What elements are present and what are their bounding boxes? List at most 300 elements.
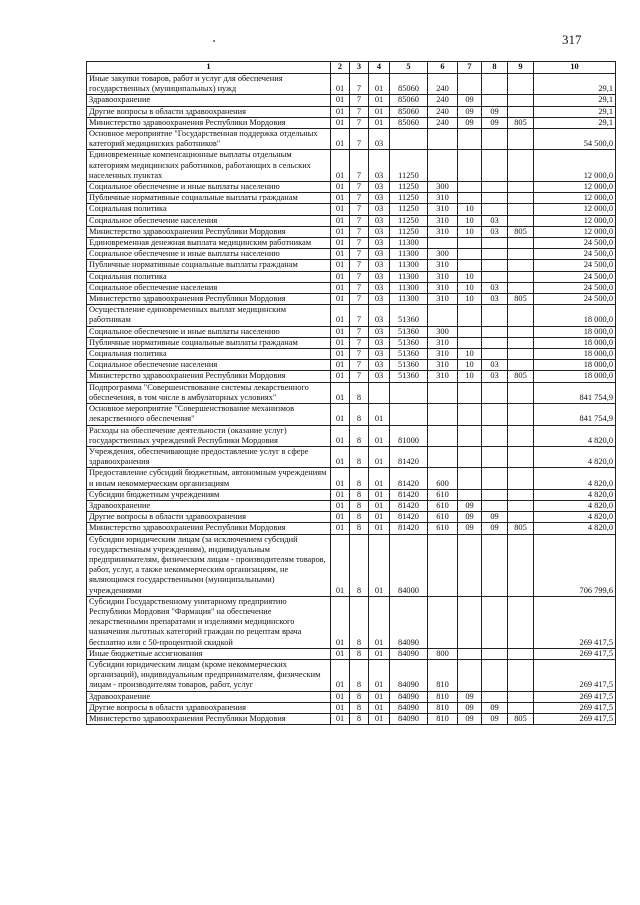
row-name: Субсидии Государственному унитарному предприятию Республики Мордовия "Фармация" на обеспечение лекарственными препаратами и изделиями медицинского назначения льготных категорий граждан по рецептам врача бесплатно или с 50-процентной скидкой xyxy=(87,596,331,648)
code-cell: 7 xyxy=(350,249,369,260)
code-cell xyxy=(428,534,458,596)
code-cell xyxy=(482,204,508,215)
table-row xyxy=(87,129,616,150)
code-cell: 03 xyxy=(482,371,508,382)
table-row xyxy=(87,713,616,724)
row-name: Учреждения, обеспечивающие предоставление услуг в сфере здравоохранения xyxy=(87,446,331,467)
row-name: Единовременная денежная выплата медицинским работникам xyxy=(87,238,331,249)
table-row xyxy=(87,74,616,95)
code-cell: 01 xyxy=(331,74,350,95)
row-name: Осуществление единовременных выплат медицинским работникам xyxy=(87,305,331,326)
code-cell xyxy=(508,349,534,360)
code-cell xyxy=(458,337,482,348)
code-cell xyxy=(482,150,508,182)
code-cell: 11250 xyxy=(390,182,428,193)
code-cell: 10 xyxy=(458,226,482,237)
code-cell: 09 xyxy=(482,702,508,713)
code-cell xyxy=(482,193,508,204)
code-cell: 10 xyxy=(458,294,482,305)
code-cell: 10 xyxy=(458,204,482,215)
code-cell: 610 xyxy=(428,523,458,534)
table-row xyxy=(87,117,616,128)
row-name: Социальная политика xyxy=(87,271,331,282)
code-cell: 800 xyxy=(428,648,458,659)
table-row xyxy=(87,260,616,271)
code-cell: 8 xyxy=(350,534,369,596)
code-cell xyxy=(482,500,508,511)
code-cell: 610 xyxy=(428,512,458,523)
code-cell: 240 xyxy=(428,74,458,95)
code-cell xyxy=(482,468,508,489)
code-cell xyxy=(428,129,458,150)
code-cell: 09 xyxy=(482,512,508,523)
row-name: Субсидии бюджетным учреждениям xyxy=(87,489,331,500)
code-cell: 7 xyxy=(350,226,369,237)
table-row xyxy=(87,326,616,337)
code-cell: 03 xyxy=(369,271,390,282)
code-cell: 01 xyxy=(369,95,390,106)
code-cell xyxy=(508,468,534,489)
code-cell xyxy=(458,182,482,193)
table-row xyxy=(87,305,616,326)
code-cell: 01 xyxy=(369,117,390,128)
header-cell: 4 xyxy=(369,62,390,74)
code-cell: 03 xyxy=(369,371,390,382)
code-cell xyxy=(508,193,534,204)
code-cell: 03 xyxy=(369,260,390,271)
row-name: Социальное обеспечение и иные выплаты населению xyxy=(87,182,331,193)
code-cell xyxy=(508,95,534,106)
code-cell: 7 xyxy=(350,238,369,249)
code-cell xyxy=(508,260,534,271)
code-cell: 805 xyxy=(508,523,534,534)
code-cell: 8 xyxy=(350,596,369,648)
code-cell: 03 xyxy=(369,150,390,182)
code-cell: 01 xyxy=(331,691,350,702)
code-cell xyxy=(508,337,534,348)
code-cell: 11300 xyxy=(390,260,428,271)
row-name: Субсидии юридическим лицам (кроме некоммерческих организаций), индивидуальным предпринимателям, физическим лицам - производителям товаров, работ, услуг xyxy=(87,659,331,691)
table-row xyxy=(87,215,616,226)
table-row xyxy=(87,648,616,659)
code-cell xyxy=(482,659,508,691)
code-cell: 09 xyxy=(458,512,482,523)
code-cell xyxy=(458,193,482,204)
table-row xyxy=(87,659,616,691)
code-cell xyxy=(508,215,534,226)
code-cell xyxy=(428,404,458,425)
table-row xyxy=(87,282,616,293)
code-cell xyxy=(482,648,508,659)
code-cell: 01 xyxy=(331,648,350,659)
code-cell: 10 xyxy=(458,371,482,382)
code-cell: 300 xyxy=(428,326,458,337)
code-cell: 09 xyxy=(458,117,482,128)
amount-cell: 4 820,0 xyxy=(534,489,616,500)
code-cell xyxy=(508,659,534,691)
code-cell: 7 xyxy=(350,182,369,193)
code-cell: 85060 xyxy=(390,74,428,95)
amount-cell: 24 500,0 xyxy=(534,294,616,305)
code-cell: 03 xyxy=(482,215,508,226)
code-cell: 8 xyxy=(350,702,369,713)
row-name: Здравоохранение xyxy=(87,95,331,106)
amount-cell: 4 820,0 xyxy=(534,523,616,534)
table-row xyxy=(87,691,616,702)
code-cell: 81420 xyxy=(390,500,428,511)
code-cell: 805 xyxy=(508,294,534,305)
code-cell xyxy=(508,596,534,648)
code-cell xyxy=(508,305,534,326)
code-cell: 7 xyxy=(350,271,369,282)
code-cell: 51360 xyxy=(390,371,428,382)
amount-cell: 4 820,0 xyxy=(534,446,616,467)
code-cell: 8 xyxy=(350,659,369,691)
code-cell: 01 xyxy=(331,534,350,596)
code-cell: 03 xyxy=(369,204,390,215)
row-name: Министерство здравоохранения Республики Мордовия xyxy=(87,523,331,534)
code-cell xyxy=(458,249,482,260)
code-cell xyxy=(458,326,482,337)
amount-cell: 269 417,5 xyxy=(534,596,616,648)
row-name: Социальное обеспечение населения xyxy=(87,215,331,226)
code-cell: 240 xyxy=(428,95,458,106)
row-name: Подпрограмма "Совершенствование системы лекарственного обеспечения, в том числе в амбулаторных условиях" xyxy=(87,382,331,403)
code-cell xyxy=(482,404,508,425)
code-cell: 11300 xyxy=(390,282,428,293)
code-cell xyxy=(458,150,482,182)
amount-cell: 12 000,0 xyxy=(534,150,616,182)
row-name: Социальное обеспечение и иные выплаты населению xyxy=(87,326,331,337)
code-cell: 240 xyxy=(428,106,458,117)
code-cell: 11300 xyxy=(390,249,428,260)
code-cell xyxy=(508,106,534,117)
code-cell xyxy=(508,238,534,249)
code-cell: 7 xyxy=(350,74,369,95)
code-cell: 01 xyxy=(331,702,350,713)
code-cell: 610 xyxy=(428,489,458,500)
code-cell xyxy=(482,596,508,648)
code-cell: 8 xyxy=(350,691,369,702)
amount-cell: 4 820,0 xyxy=(534,512,616,523)
table-row xyxy=(87,360,616,371)
table-row xyxy=(87,349,616,360)
table-row xyxy=(87,523,616,534)
code-cell: 81420 xyxy=(390,446,428,467)
table-row xyxy=(87,271,616,282)
code-cell: 03 xyxy=(369,326,390,337)
code-cell: 01 xyxy=(331,425,350,446)
code-cell xyxy=(482,249,508,260)
code-cell xyxy=(369,382,390,403)
table-row xyxy=(87,512,616,523)
code-cell: 01 xyxy=(331,106,350,117)
code-cell xyxy=(482,534,508,596)
amount-cell: 841 754,9 xyxy=(534,404,616,425)
code-cell: 7 xyxy=(350,326,369,337)
code-cell xyxy=(482,326,508,337)
code-cell: 310 xyxy=(428,260,458,271)
code-cell: 7 xyxy=(350,260,369,271)
header-cell: 7 xyxy=(458,62,482,74)
code-cell: 310 xyxy=(428,226,458,237)
amount-cell: 706 799,6 xyxy=(534,534,616,596)
code-cell: 7 xyxy=(350,150,369,182)
code-cell: 310 xyxy=(428,282,458,293)
code-cell: 01 xyxy=(331,404,350,425)
code-cell xyxy=(482,95,508,106)
table-row xyxy=(87,226,616,237)
code-cell xyxy=(508,74,534,95)
row-name: Министерство здравоохранения Республики Мордовия xyxy=(87,294,331,305)
code-cell: 09 xyxy=(458,523,482,534)
code-cell xyxy=(508,382,534,403)
code-cell: 600 xyxy=(428,468,458,489)
header-cell: 10 xyxy=(534,62,616,74)
table-row xyxy=(87,596,616,648)
code-cell: 805 xyxy=(508,117,534,128)
code-cell: 10 xyxy=(458,360,482,371)
code-cell: 81420 xyxy=(390,468,428,489)
code-cell: 810 xyxy=(428,659,458,691)
code-cell: 84090 xyxy=(390,596,428,648)
code-cell xyxy=(508,404,534,425)
amount-cell: 24 500,0 xyxy=(534,238,616,249)
code-cell: 81420 xyxy=(390,489,428,500)
code-cell: 01 xyxy=(331,326,350,337)
code-cell xyxy=(508,691,534,702)
code-cell xyxy=(508,360,534,371)
code-cell: 805 xyxy=(508,713,534,724)
code-cell xyxy=(428,596,458,648)
table-row xyxy=(87,425,616,446)
row-name: Министерство здравоохранения Республики Мордовия xyxy=(87,713,331,724)
code-cell xyxy=(508,446,534,467)
code-cell: 81420 xyxy=(390,523,428,534)
table-row xyxy=(87,702,616,713)
table-row xyxy=(87,382,616,403)
code-cell: 11250 xyxy=(390,193,428,204)
code-cell xyxy=(428,238,458,249)
code-cell xyxy=(508,512,534,523)
amount-cell: 12 000,0 xyxy=(534,226,616,237)
table-row xyxy=(87,489,616,500)
code-cell: 7 xyxy=(350,117,369,128)
code-cell: 11300 xyxy=(390,294,428,305)
amount-cell: 269 417,5 xyxy=(534,659,616,691)
code-cell: 51360 xyxy=(390,337,428,348)
code-cell: 10 xyxy=(458,215,482,226)
amount-cell: 29,1 xyxy=(534,106,616,117)
code-cell: 03 xyxy=(369,294,390,305)
code-cell: 01 xyxy=(331,204,350,215)
row-name: Иные бюджетные ассигнования xyxy=(87,648,331,659)
code-cell: 01 xyxy=(369,74,390,95)
code-cell: 09 xyxy=(482,523,508,534)
header-cell: 1 xyxy=(87,62,331,74)
code-cell: 01 xyxy=(369,534,390,596)
code-cell xyxy=(482,129,508,150)
code-cell: 310 xyxy=(428,337,458,348)
code-cell: 09 xyxy=(458,702,482,713)
code-cell: 03 xyxy=(369,129,390,150)
table-row xyxy=(87,95,616,106)
code-cell xyxy=(458,382,482,403)
row-name: Социальная политика xyxy=(87,204,331,215)
code-cell xyxy=(508,271,534,282)
budget-table xyxy=(86,61,616,725)
row-name: Основное мероприятие "Государственная поддержка отдельных категорий медицинских работников" xyxy=(87,129,331,150)
code-cell: 310 xyxy=(428,271,458,282)
code-cell: 03 xyxy=(369,349,390,360)
row-name: Единовременные компенсационные выплаты отдельным категориям медицинских работников, работающих в сельских населенных пунктах xyxy=(87,150,331,182)
amount-cell: 29,1 xyxy=(534,74,616,95)
code-cell: 01 xyxy=(331,512,350,523)
row-name: Предоставление субсидий бюджетным, автономным учреждениям и иным некоммерческим организациям xyxy=(87,468,331,489)
code-cell xyxy=(482,446,508,467)
row-name: Публичные нормативные социальные выплаты гражданам xyxy=(87,260,331,271)
row-name: Социальное обеспечение населения xyxy=(87,360,331,371)
amount-cell: 12 000,0 xyxy=(534,193,616,204)
amount-cell: 24 500,0 xyxy=(534,249,616,260)
code-cell: 10 xyxy=(458,282,482,293)
code-cell: 09 xyxy=(482,713,508,724)
code-cell: 01 xyxy=(331,117,350,128)
code-cell: 03 xyxy=(482,282,508,293)
code-cell: 01 xyxy=(369,446,390,467)
code-cell: 8 xyxy=(350,404,369,425)
code-cell: 01 xyxy=(369,489,390,500)
code-cell: 01 xyxy=(331,713,350,724)
code-cell: 810 xyxy=(428,702,458,713)
code-cell xyxy=(482,489,508,500)
code-cell: 8 xyxy=(350,468,369,489)
code-cell: 01 xyxy=(369,106,390,117)
code-cell: 01 xyxy=(369,713,390,724)
code-cell: 09 xyxy=(482,106,508,117)
code-cell: 01 xyxy=(331,337,350,348)
code-cell xyxy=(390,404,428,425)
code-cell xyxy=(458,260,482,271)
code-cell: 7 xyxy=(350,360,369,371)
table-row xyxy=(87,182,616,193)
code-cell xyxy=(508,500,534,511)
code-cell: 300 xyxy=(428,249,458,260)
code-cell: 8 xyxy=(350,512,369,523)
code-cell xyxy=(458,468,482,489)
code-cell: 03 xyxy=(369,238,390,249)
code-cell: 01 xyxy=(369,691,390,702)
amount-cell: 18 000,0 xyxy=(534,337,616,348)
code-cell: 03 xyxy=(369,360,390,371)
code-cell: 7 xyxy=(350,305,369,326)
code-cell: 03 xyxy=(369,249,390,260)
table-row xyxy=(87,446,616,467)
amount-cell: 269 417,5 xyxy=(534,691,616,702)
code-cell: 310 xyxy=(428,193,458,204)
code-cell: 01 xyxy=(369,425,390,446)
code-cell: 01 xyxy=(331,238,350,249)
header-cell: 6 xyxy=(428,62,458,74)
code-cell: 51360 xyxy=(390,305,428,326)
code-cell: 7 xyxy=(350,337,369,348)
code-cell xyxy=(458,404,482,425)
code-cell: 03 xyxy=(482,360,508,371)
table-body xyxy=(87,74,616,725)
code-cell: 09 xyxy=(458,95,482,106)
code-cell: 01 xyxy=(331,382,350,403)
code-cell xyxy=(458,534,482,596)
row-name: Социальное обеспечение населения xyxy=(87,282,331,293)
code-cell xyxy=(508,489,534,500)
code-cell xyxy=(458,648,482,659)
row-name: Другие вопросы в области здравоохранения xyxy=(87,512,331,523)
code-cell: 01 xyxy=(331,596,350,648)
page-number: 317 xyxy=(562,32,582,47)
table-row xyxy=(87,150,616,182)
code-cell xyxy=(508,249,534,260)
code-cell xyxy=(458,659,482,691)
code-cell xyxy=(508,129,534,150)
code-cell: 10 xyxy=(458,271,482,282)
code-cell xyxy=(390,382,428,403)
code-cell: 7 xyxy=(350,204,369,215)
code-cell: 09 xyxy=(458,691,482,702)
code-cell xyxy=(482,349,508,360)
amount-cell: 12 000,0 xyxy=(534,215,616,226)
code-cell: 810 xyxy=(428,691,458,702)
code-cell: 01 xyxy=(369,468,390,489)
code-cell: 8 xyxy=(350,489,369,500)
amount-cell: 269 417,5 xyxy=(534,713,616,724)
code-cell: 310 xyxy=(428,349,458,360)
code-cell: 01 xyxy=(331,215,350,226)
table-row xyxy=(87,204,616,215)
code-cell: 01 xyxy=(331,150,350,182)
code-cell: 01 xyxy=(331,226,350,237)
code-cell: 85060 xyxy=(390,106,428,117)
code-cell xyxy=(458,425,482,446)
code-cell: 84090 xyxy=(390,648,428,659)
amount-cell: 29,1 xyxy=(534,95,616,106)
code-cell: 8 xyxy=(350,523,369,534)
table-row xyxy=(87,106,616,117)
code-cell xyxy=(390,129,428,150)
row-name: Министерство здравоохранения Республики Мордовия xyxy=(87,226,331,237)
code-cell: 11250 xyxy=(390,215,428,226)
row-name: Здравоохранение xyxy=(87,691,331,702)
code-cell xyxy=(482,337,508,348)
code-cell: 300 xyxy=(428,182,458,193)
code-cell: 01 xyxy=(369,404,390,425)
code-cell: 51360 xyxy=(390,360,428,371)
code-cell xyxy=(482,691,508,702)
code-cell: 7 xyxy=(350,193,369,204)
code-cell: 11250 xyxy=(390,150,428,182)
code-cell: 03 xyxy=(369,337,390,348)
code-cell xyxy=(458,305,482,326)
code-cell: 01 xyxy=(331,95,350,106)
code-cell: 01 xyxy=(331,371,350,382)
code-cell: 11300 xyxy=(390,271,428,282)
code-cell xyxy=(508,326,534,337)
code-cell: 84090 xyxy=(390,691,428,702)
code-cell: 8 xyxy=(350,382,369,403)
code-cell: 03 xyxy=(482,294,508,305)
table-row xyxy=(87,249,616,260)
amount-cell: 18 000,0 xyxy=(534,305,616,326)
code-cell: 03 xyxy=(369,215,390,226)
